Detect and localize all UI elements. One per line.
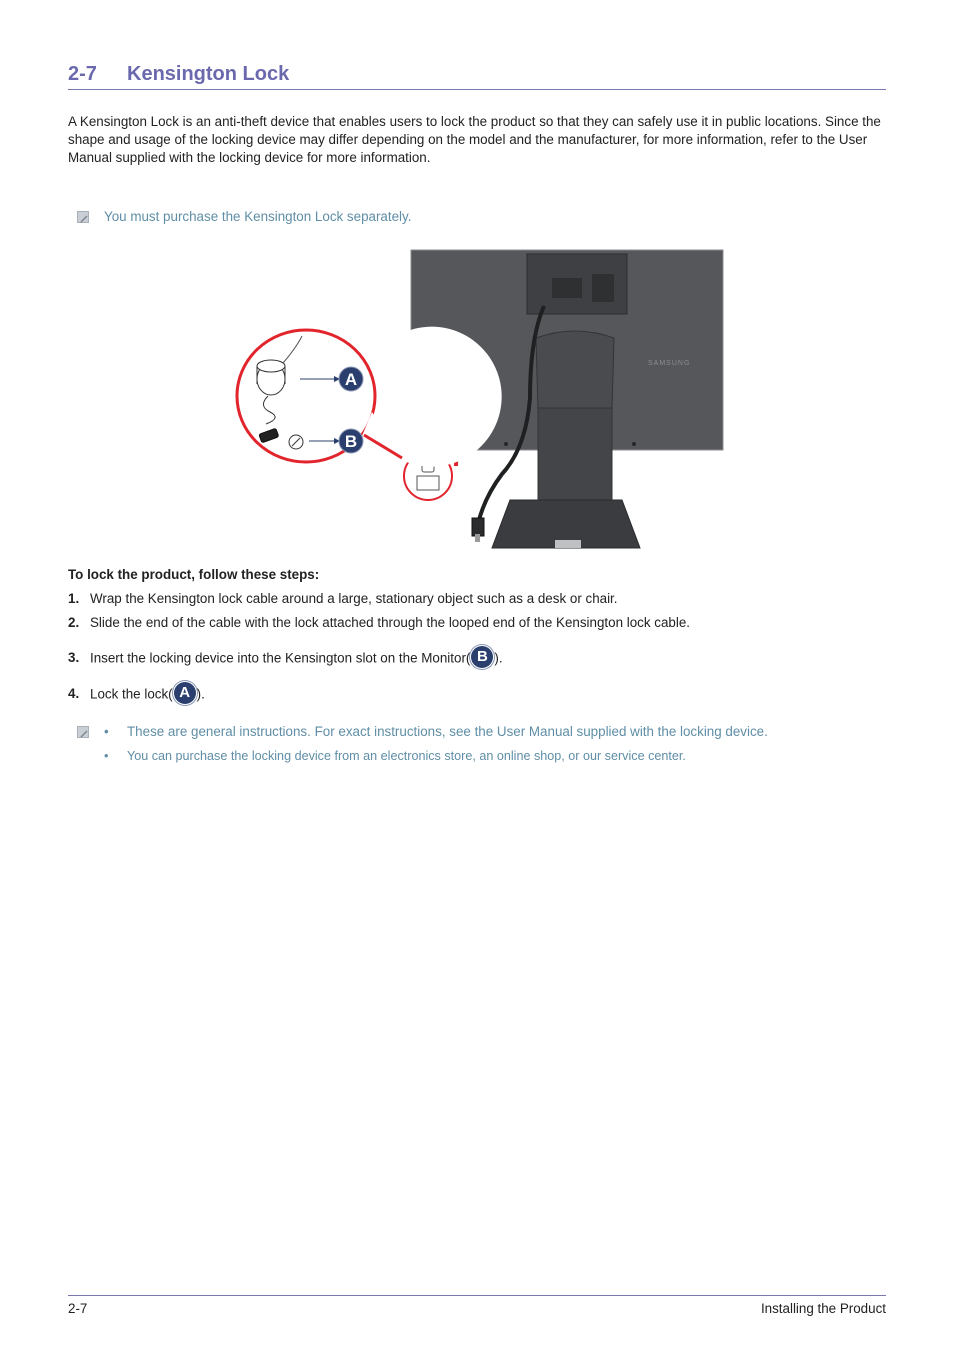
step-text: Lock the lock( (90, 686, 173, 702)
step-text: Insert the locking device into the Kensington slot on the Monitor( (90, 650, 471, 666)
step-number: 2. (68, 615, 80, 630)
note-text: You must purchase the Kensington Lock separately. (104, 209, 412, 224)
kensington-lock-illustration (230, 248, 730, 554)
badge-a-icon: A (174, 682, 196, 704)
step-text: Wrap the Kensington lock cable around a large, stationary object such as a desk or chair. (90, 591, 618, 606)
step-number: 4. (68, 686, 80, 701)
badge-b-icon: B (471, 646, 493, 668)
footer-chapter-title: Installing the Product (760, 1301, 886, 1316)
footer-divider (68, 1295, 886, 1296)
section-number: 2-7 (68, 63, 97, 85)
step-text-after: ). (494, 650, 503, 666)
steps-title: To lock the product, follow these steps: (68, 567, 320, 582)
step-text: Slide the end of the cable with the lock attached through the looped end of the Kensington lock cable. (90, 615, 691, 630)
bullet-text: These are general instructions. For exact instructions, see the User Manual supplied with the locking device. (127, 724, 768, 739)
section-heading (68, 62, 886, 90)
step-number: 3. (68, 650, 80, 665)
step-number: 1. (68, 591, 80, 606)
intro-paragraph: A Kensington Lock is an anti-theft device that enables users to lock the product so that they can safely use it in public locations. Since the shape and usage of the locking device may differ depending on the model and the manufacturer, for more information, refer to the User Manual supplied with the locking device for more information. (68, 114, 881, 165)
bullet-mark: • (104, 724, 109, 739)
note-icon (77, 726, 89, 738)
label-a: A (344, 370, 358, 389)
brand-text: SAMSUNG (648, 360, 691, 367)
footer-page-number: 2-7 (68, 1301, 88, 1316)
note-icon (77, 211, 89, 223)
label-b: B (344, 432, 358, 451)
bullet-text: You can purchase the locking device from an electronics store, an online shop, or our service center. (127, 749, 686, 763)
bullet-mark: • (104, 749, 109, 763)
section-title: Kensington Lock (127, 63, 290, 85)
step-text-after: ). (196, 686, 205, 702)
